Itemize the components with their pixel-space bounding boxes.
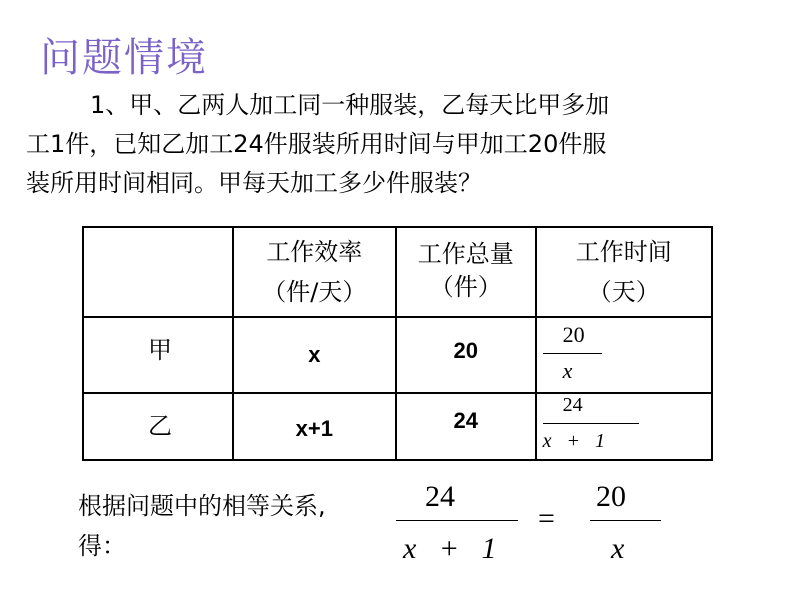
problem-line-1: 1、甲、乙两人加工同一种服装，乙每天比甲多加 <box>90 91 610 119</box>
header-time: 工作时间 （天） <box>536 227 712 317</box>
fraction-numerator: 20 <box>562 322 585 347</box>
cell-total-yi: 24 <box>396 393 536 460</box>
left-fraction-bar <box>396 520 518 521</box>
fraction-bar <box>543 353 602 354</box>
cell-time-jia <box>536 317 712 393</box>
cell-total-jia: 20 <box>396 317 536 393</box>
problem-statement <box>26 86 766 203</box>
header-efficiency: 工作效率 （件/天） <box>233 227 396 317</box>
equals-sign: = <box>538 502 555 535</box>
problem-line-3: 装所用时间相同。甲每天加工多少件服装？ <box>26 169 482 197</box>
right-denominator: x <box>611 532 625 565</box>
row-label-jia: 甲 <box>83 317 233 393</box>
equation-intro: 根据问题中的相等关系, 得： <box>78 492 326 560</box>
work-table <box>82 226 713 461</box>
cell-efficiency-jia: x <box>233 317 396 393</box>
fraction-numerator: 24 <box>562 394 583 416</box>
cell-time-yi <box>536 393 712 460</box>
table-row <box>83 393 712 460</box>
time-fraction-yi <box>537 394 711 459</box>
fraction-denominator: x + 1 <box>542 430 605 452</box>
left-denominator: x + 1 <box>403 532 497 565</box>
fraction-bar <box>543 423 639 424</box>
table-header-row <box>83 227 712 317</box>
header-total: 工作总量 （件） <box>396 227 536 317</box>
left-numerator: 24 <box>425 480 455 513</box>
fraction-denominator: x <box>562 358 573 383</box>
empty-corner-cell <box>83 227 233 317</box>
page-title: 问题情境 <box>40 35 208 81</box>
problem-line-2: 工1件，已知乙加工24件服装所用时间与甲加工20件服 <box>26 130 607 158</box>
right-fraction-bar <box>590 520 661 521</box>
cell-efficiency-yi: x+1 <box>233 393 396 460</box>
right-numerator: 20 <box>596 480 626 513</box>
table-row <box>83 317 712 393</box>
row-label-yi: 乙 <box>83 393 233 460</box>
time-fraction-jia <box>537 318 711 392</box>
